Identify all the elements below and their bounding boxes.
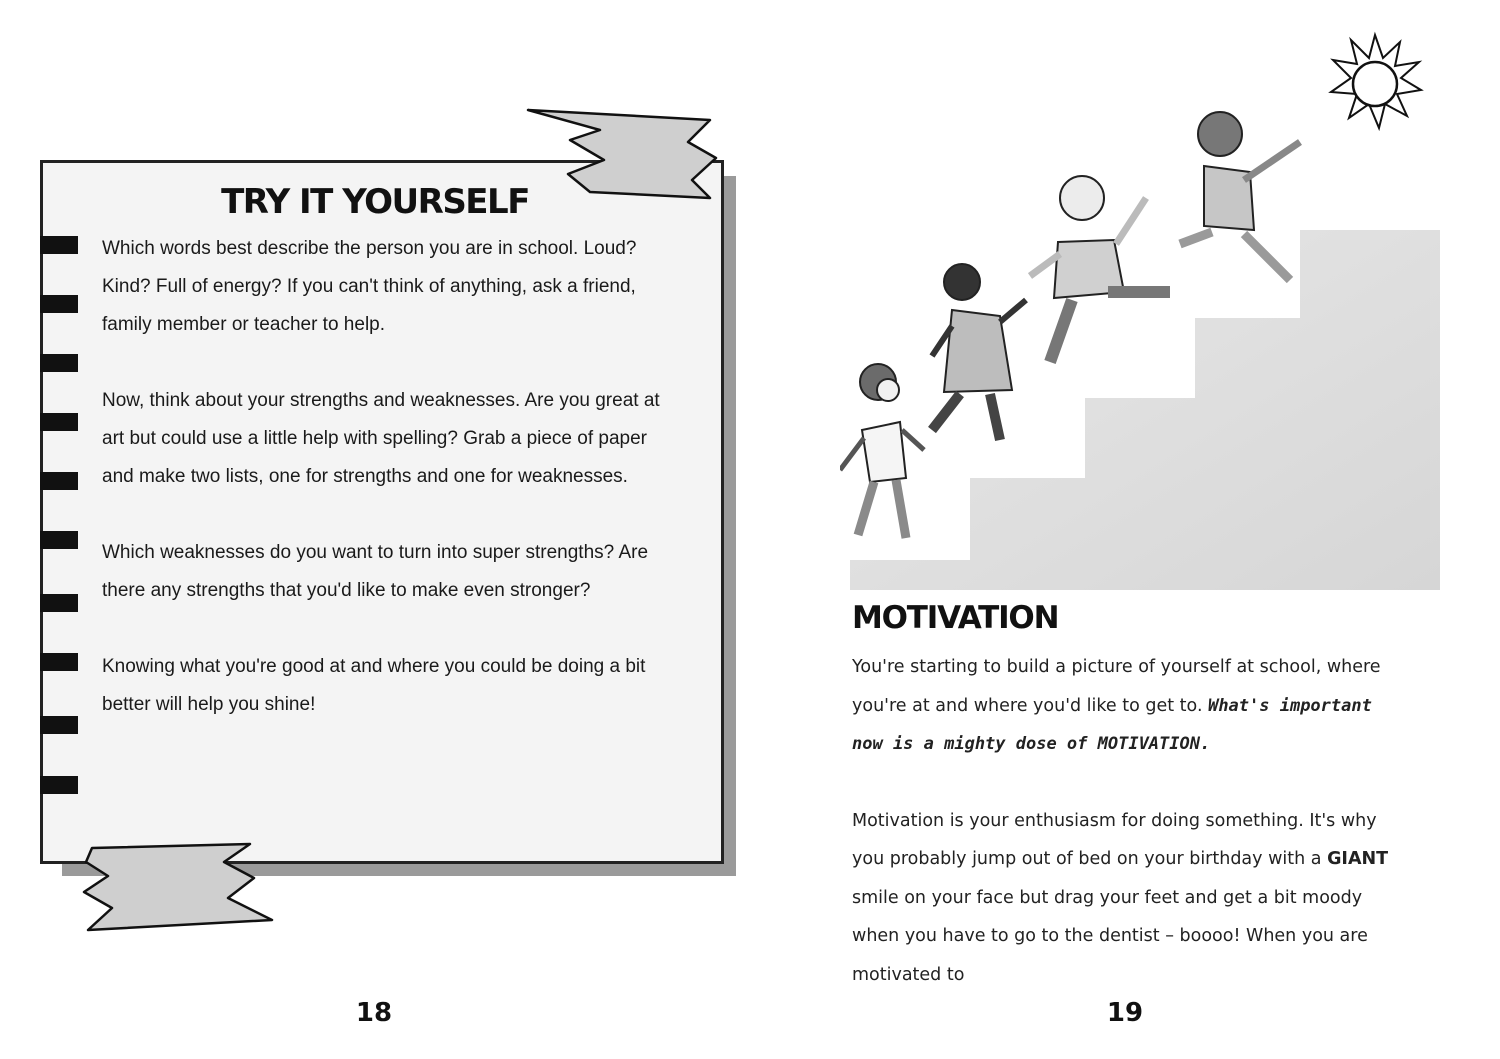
right-page [750,0,1500,1059]
binder-hole [40,413,78,431]
binder-hole [40,653,78,671]
box-title: TRY IT YOURSELF [221,182,529,222]
page-number-right: 19 [1106,998,1144,1028]
binder-holes [40,236,80,796]
body-text-plain: smile on your face but drag your feet and get a bit moody when you have to go to the dentist – boooo! When you are motivated to [852,887,1368,985]
binder-hole [40,354,78,372]
activity-paragraph: Now, think about your strengths and weaknesses. Are you great at art but could use a little help with spelling? Grab a piece of paper and make two lists, one for strengths and one for weaknesses. [102,390,660,487]
activity-paragraph: Which weaknesses do you want to turn into super strengths? Are there any strengths that you'd like to make even stronger? [102,542,649,601]
kids-climbing-stairs-illustration [840,30,1460,600]
page-number-left: 18 [355,998,393,1028]
handwritten-emphasis: What's important now is a mighty dose of MOTIVATION. [852,695,1372,754]
kid-figure [1180,112,1300,280]
kid-figure [1030,176,1170,362]
activity-paragraph: Which words best describe the person you are in school. Loud? Kind? Full of energy? If you can't think of anything, ask a friend, family member or teacher to help. [102,238,637,335]
body-text [852,648,1412,1032]
binder-hole [40,776,78,794]
binder-hole [40,236,78,254]
body-text-plain: Motivation is your enthusiasm for doing something. It's why you probably jump out of bed on your birthday with a [852,810,1377,869]
body-paragraph [852,648,1412,764]
binder-hole [40,716,78,734]
binder-hole [40,531,78,549]
tape-bottom-left [78,838,278,938]
binder-hole [40,472,78,490]
body-text-plain: You're starting to build a picture of yourself at school, where you're at and where you'd like to get to. [852,657,1381,716]
bold-word: GIANT [1327,849,1389,869]
section-heading: MOTIVATION [852,600,1059,636]
activity-text [102,230,682,762]
binder-hole [40,295,78,313]
kid-figure [840,364,924,538]
staircase [850,230,1440,590]
body-paragraph [852,802,1412,995]
binder-hole [40,594,78,612]
kid-figure [932,264,1026,440]
sun-icon [1331,35,1421,128]
activity-paragraph: Knowing what you're good at and where you could be doing a bit better will help you shine! [102,656,646,715]
